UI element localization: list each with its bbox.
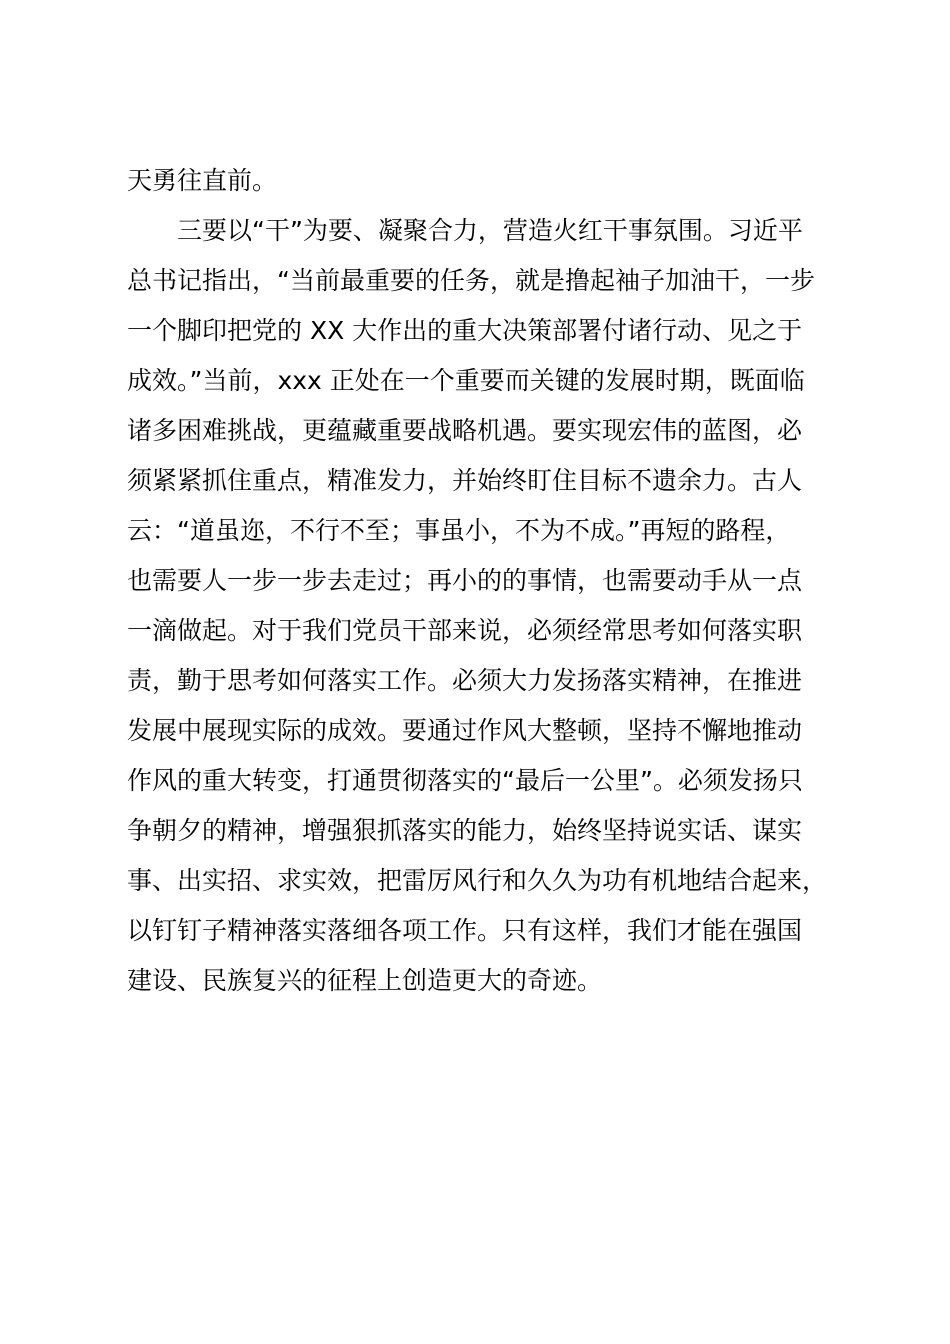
paragraph-line: 建设、民族复兴的征程上创造更大的奇迹。 [127,966,603,995]
paragraph-line: 以钉钉子精神落实落细各项工作。只有这样，我们才能在强国 [127,916,803,945]
paragraph-line: 作风的重大转变，打通贯彻落实的“最后一公里”。必须发扬只 [127,766,803,795]
paragraph-line: 天勇往直前。 [127,166,278,195]
paragraph-line: 诸多困难挑战，更蕴藏重要战略机遇。要实现宏伟的蓝图，必 [127,416,803,445]
paragraph-line: 责，勤于思考如何落实工作。必须大力发扬落实精神，在推进 [127,666,803,695]
paragraph-line: 也需要人一步一步去走过；再小的的事情，也需要动手从一点 [127,566,803,595]
paragraph-line: 争朝夕的精神，增强狠抓落实的能力，始终坚持说实话、谋实 [127,816,803,845]
paragraph-line: 成效。”当前，xxx 正处在一个重要而关键的发展时期，既面临 [127,366,805,395]
document-body [127,156,833,1006]
paragraph-line: 云：“道虽迩，不行不至；事虽小，不为不成。”再短的路程， [127,516,791,545]
paragraph-line: 事、出实招、求实效，把雷厉风行和久久为功有机地结合起来， [127,866,828,895]
paragraph-first-line: 三要以“干”为要、凝聚合力，营造火红干事氛围。习近平 [177,216,803,245]
paragraph-line: 总书记指出，“当前最重要的任务，就是撸起袖子加油干，一步 [127,266,815,295]
paragraph-line: 须紧紧抓住重点，精准发力，并始终盯住目标不遗余力。古人 [127,466,803,495]
paragraph-line: 一个脚印把党的 XX 大作出的重大决策部署付诸行动、见之于 [127,316,803,345]
paragraph-line: 一滴做起。对于我们党员干部来说，必须经常思考如何落实职 [127,616,803,645]
paragraph-line: 发展中展现实际的成效。要通过作风大整顿，坚持不懈地推动 [127,716,803,745]
